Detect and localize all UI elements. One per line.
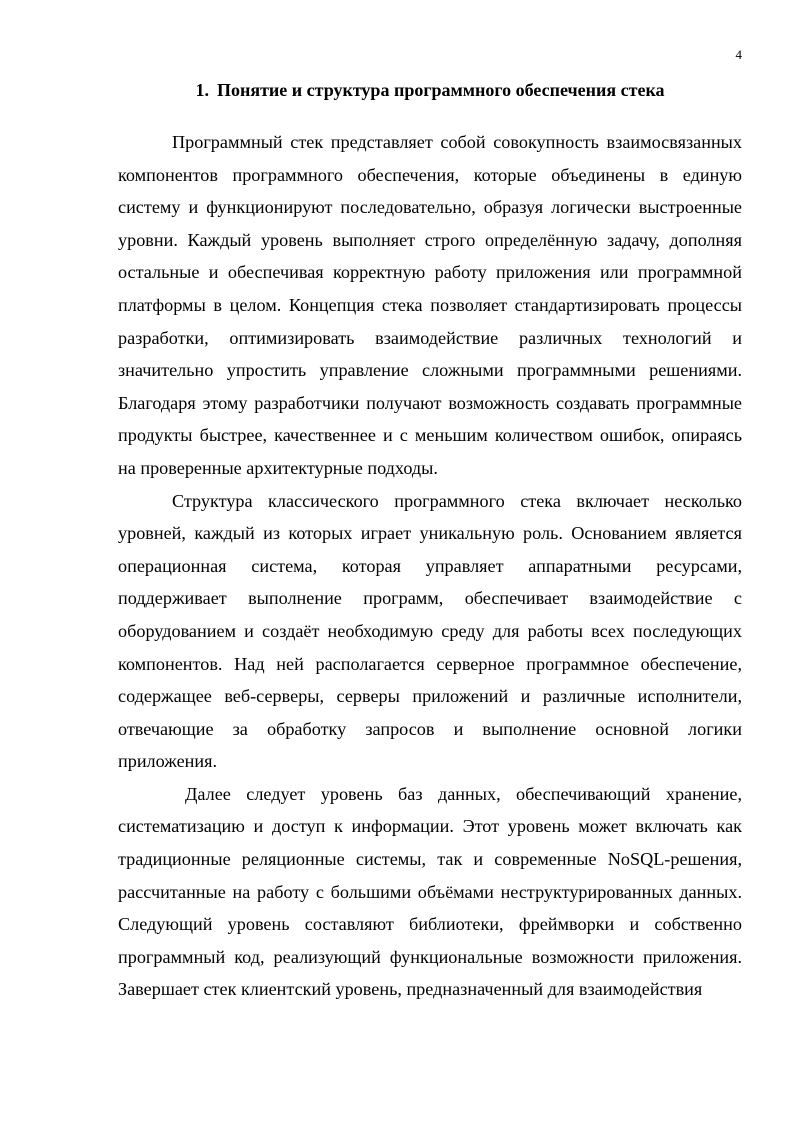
paragraph-2: Структура классического программного стека включает несколько уровней, каждый из которых играет уникальную роль. Основанием является операционная система, которая управляет аппаратными ресурсами, поддерживает выполнение программ, обеспечивает взаимодействие с оборудованием и создаёт необходимую среду для работы всех последующих компонентов. Над ней располагается серверное программное обеспечение, содержащее веб-серверы, серверы приложений и различные исполнители, отвечающие за обработку запросов и выполнение основной логики приложения. (118, 490, 742, 772)
paragraph-1: Программный стек представляет собой совокупность взаимосвязанных компонентов программного обеспечения, которые объединены в единую систему и функционируют последовательно, образуя логически выстроенные уровни. Каждый уровень выполняет строго определённую задачу, дополняя остальные и обеспечивая корректную работу приложения или программной платформы в целом. Концепция стека позволяет стандартизировать процессы разработки, оптимизировать взаимодействие различных технологий и значительно упростить управление сложными программными решениями. Благодаря этому разработчики получают возможность создавать программные продукты быстрее, качественнее и с меньшим количеством ошибок, опираясь на проверенные архитектурные подходы. (118, 132, 742, 478)
section-title: Понятие и структура программного обеспечения стека (216, 80, 665, 100)
paragraph-3: Далее следует уровень баз данных, обеспечивающий хранение, систематизацию и доступ к информации. Этот уровень может включать как традиционные реляционные системы, так и современные NoSQL-решения, рассчитанные на работу с большими объёмами неструктурированных данных. Следующий уровень составляют библиотеки, фреймворки и собственно программный код, реализующий функциональные возможности приложения. Завершает стек клиентский уровень, предназначенный для взаимодействия (118, 783, 742, 1000)
section-heading (118, 78, 742, 102)
page-number: 4 (735, 47, 742, 62)
section-number: 1. (195, 80, 209, 100)
body-text (118, 126, 742, 1006)
